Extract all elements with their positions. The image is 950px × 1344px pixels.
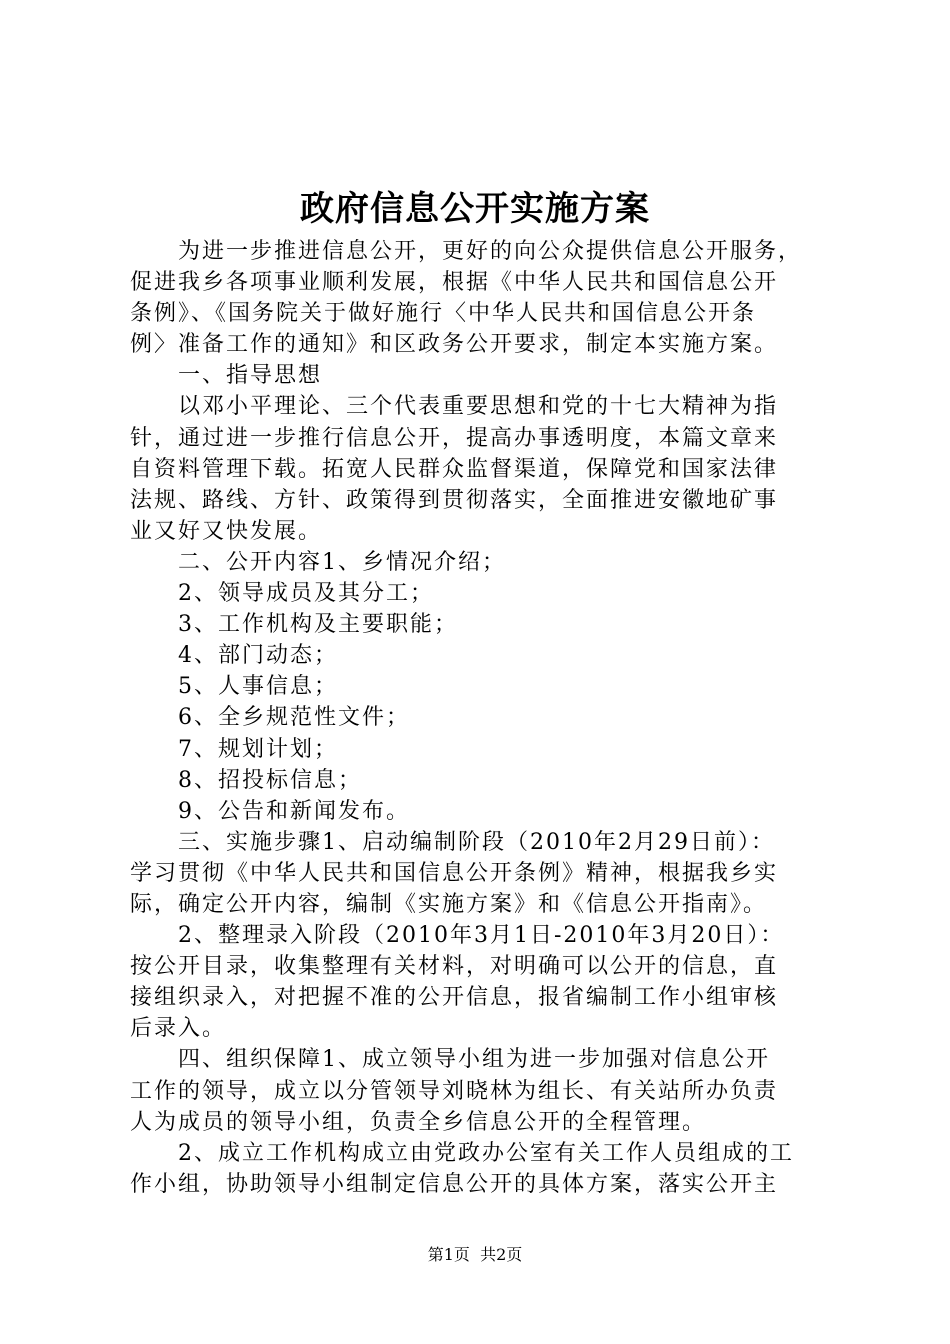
body-line: 法规、路线、方针、政策得到贯彻落实，全面推进安徽地矿事: [130, 487, 779, 513]
document-body: [130, 236, 840, 1200]
body-line: 2、成立工作机构成立由党政办公室有关工作人员组成的工: [130, 1140, 794, 1166]
body-line: 4、部门动态；: [130, 643, 338, 669]
body-line: 6、全乡规范性文件；: [130, 705, 410, 731]
body-line: 2、领导成员及其分工；: [130, 581, 434, 607]
body-line: 自资料管理下载。拓宽人民群众监督渠道，保障党和国家法律: [130, 456, 779, 482]
body-line: 际，确定公开内容，编制《实施方案》和《信息公开指南》。: [130, 891, 768, 917]
body-line: 后录入。: [130, 1016, 227, 1042]
body-line: 8、招投标信息；: [130, 767, 362, 793]
page-number-footer: 第1页 共2页: [427, 1245, 523, 1264]
document-title: 政府信息公开实施方案: [300, 189, 650, 229]
body-line: 二、公开内容1、乡情况介绍；: [130, 549, 506, 575]
body-line: 工作的领导，成立以分管领导刘晓林为组长、有关站所办负责: [130, 1078, 779, 1104]
body-line: 按公开目录，收集整理有关材料，对明确可以公开的信息，直: [130, 954, 779, 980]
body-line: 一、指导思想: [130, 363, 323, 389]
body-line: 为进一步推进信息公开，更好的向公众提供信息公开服务，: [130, 239, 803, 264]
body-line: 四、组织保障1、成立领导小组为进一步加强对信息公开: [130, 1047, 770, 1073]
body-line: 人为成员的领导小组，负责全乡信息公开的全程管理。: [130, 1109, 707, 1135]
body-line: 例〉准备工作的通知》和区政务公开要求，制定本实施方案。: [130, 332, 779, 358]
body-line: 业又好又快发展。: [130, 518, 323, 544]
body-line: 条例》、《国务院关于做好施行〈中华人民共和国信息公开条: [130, 301, 757, 327]
body-line: 以邓小平理论、三个代表重要思想和党的十七大精神为指: [130, 394, 779, 420]
body-line: 7、规划计划；: [130, 736, 338, 762]
body-line: 接组织录入，对把握不准的公开信息，报省编制工作小组审核: [130, 985, 779, 1011]
body-line: 作小组，协助领导小组制定信息公开的具体方案，落实公开主: [130, 1171, 779, 1197]
body-line: 9、公告和新闻发布。: [130, 798, 410, 824]
body-line: 学习贯彻《中华人民共和国信息公开条例》精神，根据我乡实: [130, 860, 779, 886]
body-line: 2、整理录入阶段（2010年3月1日-2010年3月20日）：: [130, 923, 785, 949]
body-line: 促进我乡各项事业顺利发展，根据《中华人民共和国信息公开: [130, 270, 779, 296]
body-line: 5、人事信息；: [130, 674, 338, 700]
body-line: 3、工作机构及主要职能；: [130, 612, 458, 638]
body-line: 三、实施步骤1、启动编制阶段（2010年2月29日前）：: [130, 829, 775, 855]
body-line: 针，通过进一步推行信息公开，提高办事透明度，本篇文章来: [130, 425, 779, 451]
